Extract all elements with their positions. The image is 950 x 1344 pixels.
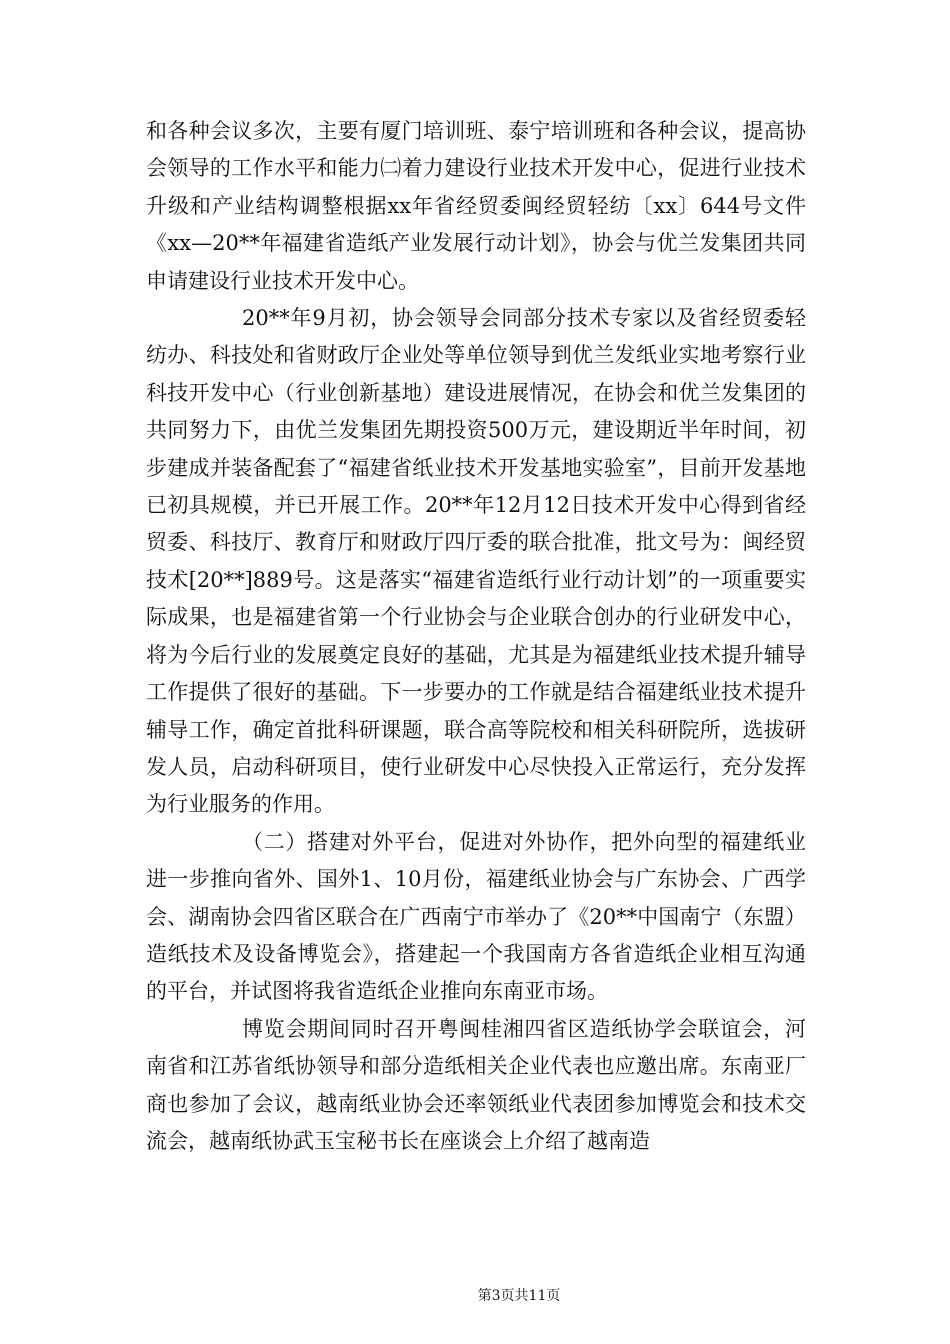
paragraph-external-platform: （二）搭建对外平台，促进对外协作，把外向型的福建纸业进一步推向省外、国外1、10月份，福建纸业协会与广东协会、广西学会、湖南协会四省区联合在广西南宁市举办了《20**中国南宁（东盟）造纸技术及设备博览会》，搭建起一个我国南方各省造纸企业相互沟通的平台，并试图将我省造纸企业推向东南亚市场。 (146, 829, 806, 1004)
page-footer (0, 1287, 950, 1305)
body-text (146, 113, 806, 1160)
paragraph-expo-meeting: 博览会期间同时召开粤闽桂湘四省区造纸协学会联谊会，河南省和江苏省纸协领导和部分造纸相关企业代表也应邀出席。东南亚厂商也参加了会议，越南纸业协会还率领纸业代表团参加博览会和技术交流会，越南纸协武玉宝秘书长在座谈会上介绍了越南造 (146, 1016, 806, 1153)
paragraph-continuation: 和各种会议多次，主要有厦门培训班、泰宁培训班和各种会议，提高协会领导的工作水平和能力㈡着力建设行业技术开发中心，促进行业技术升级和产业结构调整根据xx年省经贸委闽经贸轻纺〔xx〕644号文件《xx—20**年福建省造纸产业发展行动计划》，协会与优兰发集团共同申请建设行业技术开发中心。 (146, 119, 806, 293)
page-number: 第3页共11页 (477, 1288, 561, 1304)
paragraph-tech-center: 20**年9月初，协会领导会同部分技术专家以及省经贸委轻纺办、科技处和省财政厅企业处等单位领导到优兰发纸业实地考察行业科技开发中心（行业创新基地）建设进展情况，在协会和优兰发集团的共同努力下，由优兰发集团先期投资500万元，建设期近半年时间，初步建成并装备配套了“福建省纸业技术开发基地实验室”，目前开发基地已初具规模，并已开展工作。20**年12月12日技术开发中心得到省经贸委、科技厅、教育厅和财政厅四厅委的联合批准，批文号为：闽经贸技术[20**]889号。这是落实“福建省造纸行业行动计划”的一项重要实际成果，也是福建省第一个行业协会与企业联合创办的行业研发中心，将为今后行业的发展奠定良好的基础，尤其是为福建纸业技术提升辅导工作提供了很好的基础。下一步要办的工作就是结合福建纸业技术提升辅导工作，确定首批科研课题，联合高等院校和相关科研院所，选拔研发人员，启动科研项目，使行业研发中心尽快投入正常运行，充分发挥为行业服务的作用。 (146, 306, 806, 817)
